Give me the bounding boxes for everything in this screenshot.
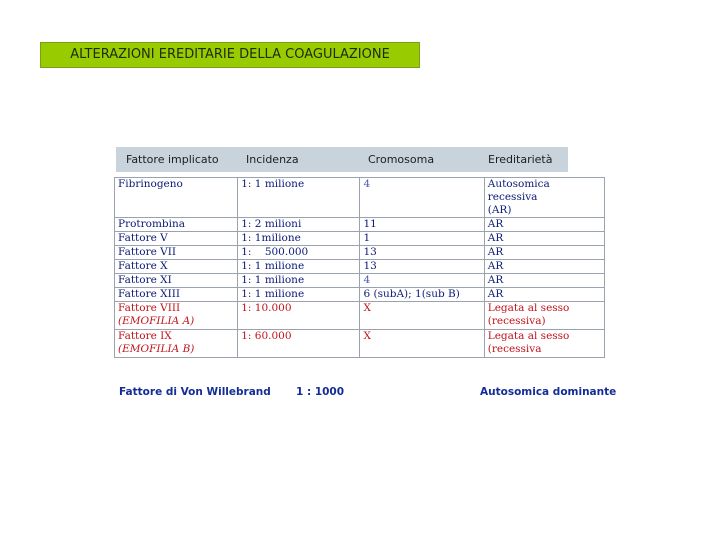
cell-ereditarieta [484, 330, 604, 358]
coagulation-table [114, 177, 605, 358]
cell-incidenza: 1: 1 milione [238, 274, 360, 288]
cell-incidenza: 1: 500.000 [238, 246, 360, 260]
ered-line-1: Legata al sesso [487, 302, 570, 314]
cell-ereditarieta [484, 302, 604, 330]
cell-incidenza: 1: 1milione [238, 232, 360, 246]
table-header [116, 147, 568, 172]
cell-incidenza: 1: 1 milione [238, 260, 360, 274]
cell-fattore: Protrombina [115, 218, 238, 232]
cell-cromosoma: X [360, 302, 484, 330]
header-ereditarieta: Ereditarietà [488, 153, 553, 166]
cell-ereditarieta: AR [484, 260, 604, 274]
cell-ereditarieta: AR [484, 274, 604, 288]
ered-line-1: Autosomica recessiva [487, 178, 550, 203]
cell-cromosoma: 11 [360, 218, 484, 232]
table-row [115, 218, 605, 232]
footer-incidenza: 1 : 1000 [296, 386, 345, 398]
fattore-subtitle: (EMOFILIA B) [118, 343, 195, 355]
cell-cromosoma: 6 (subA); 1(sub B) [360, 288, 484, 302]
cell-incidenza: 1: 10.000 [238, 302, 360, 330]
cell-ereditarieta: AR [484, 218, 604, 232]
cell-fattore: Fattore VII [115, 246, 238, 260]
table-row [115, 246, 605, 260]
header-incidenza: Incidenza [246, 153, 299, 166]
cell-cromosoma: 1 [360, 232, 484, 246]
cell-cromosoma: 13 [360, 260, 484, 274]
header-fattore: Fattore implicato [126, 153, 219, 166]
cell-fattore: Fattore XI [115, 274, 238, 288]
footer-ereditarieta: Autosomica dominante [480, 386, 617, 398]
table-row [115, 178, 605, 218]
cell-fattore [115, 302, 238, 330]
cell-incidenza: 1: 2 milioni [238, 218, 360, 232]
cell-cromosoma: 4 [360, 178, 484, 218]
cell-incidenza: 1: 60.000 [238, 330, 360, 358]
cell-ereditarieta: AR [484, 288, 604, 302]
cell-ereditarieta: AR [484, 232, 604, 246]
cell-cromosoma: 4 [360, 274, 484, 288]
table-row [115, 232, 605, 246]
ered-line-2: (AR) [487, 204, 512, 216]
table-row [115, 260, 605, 274]
cell-fattore: Fattore X [115, 260, 238, 274]
table-row [115, 274, 605, 288]
cell-cromosoma: X [360, 330, 484, 358]
ered-line-2: (recessiva) [487, 315, 546, 327]
page-title: ALTERAZIONI EREDITARIE DELLA COAGULAZIONE [40, 42, 420, 68]
cell-fattore [115, 330, 238, 358]
cell-cromosoma: 13 [360, 246, 484, 260]
table-row [115, 330, 605, 358]
fattore-name: Fattore VIII [118, 302, 181, 314]
ered-line-1: Legata al sesso [487, 330, 570, 342]
cell-fattore: Fattore V [115, 232, 238, 246]
table-row [115, 302, 605, 330]
cell-fattore: Fattore XIII [115, 288, 238, 302]
fattore-subtitle: (EMOFILIA A) [118, 315, 195, 327]
fattore-name: Fattore IX [118, 330, 172, 342]
table-row [115, 288, 605, 302]
cell-incidenza: 1: 1 milione [238, 178, 360, 218]
cell-incidenza: 1: 1 milione [238, 288, 360, 302]
cell-fattore: Fibrinogeno [115, 178, 238, 218]
cell-ereditarieta [484, 178, 604, 218]
cell-ereditarieta: AR [484, 246, 604, 260]
ered-line-2: (recessiva [487, 343, 542, 355]
header-cromosoma: Cromosoma [368, 153, 435, 166]
footer-fattore: Fattore di Von Willebrand [119, 386, 271, 398]
